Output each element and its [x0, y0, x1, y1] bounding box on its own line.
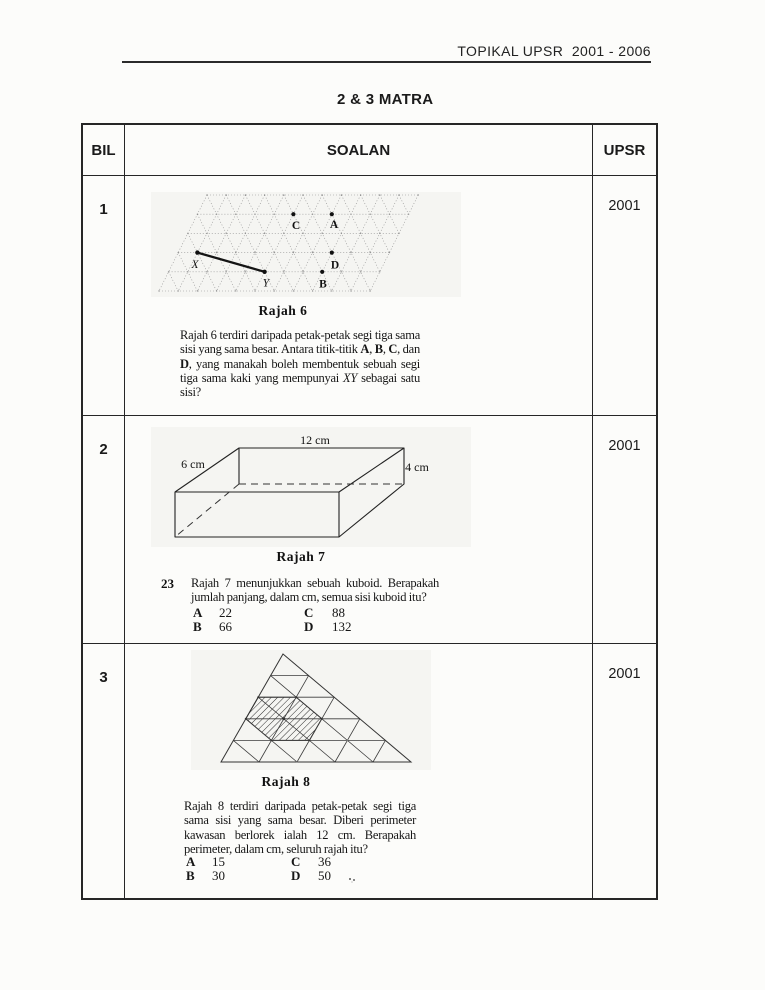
option-letter: A: [193, 605, 203, 620]
point-label-y: Y: [262, 277, 270, 290]
soalan-cell-1: [125, 176, 593, 416]
figure-caption: Rajah 8: [261, 774, 311, 789]
option-letter: D: [304, 619, 314, 635]
figure-caption: Rajah 6: [258, 303, 308, 318]
segment-xy: [197, 253, 264, 272]
scan-artifact: [349, 878, 357, 884]
page-header: TOPIKAL UPSR 2001 - 2006: [457, 43, 651, 59]
subdivided-triangle-figure: [191, 650, 431, 770]
dim-label-right: 4 cm: [405, 460, 429, 474]
option-value: 36: [318, 854, 331, 869]
upsr-year-1: 2001: [593, 176, 656, 416]
cuboid-solid-edges: [175, 448, 404, 537]
point-label-a: A: [329, 219, 339, 231]
bil-number-1: 1: [83, 176, 125, 416]
figure-caption: Rajah 7: [276, 549, 326, 564]
option-letter: C: [291, 854, 301, 869]
option-value: 30: [212, 868, 225, 884]
column-header-bil: BIL: [83, 125, 125, 176]
option-value: 88: [332, 605, 345, 620]
dim-label-top: 12 cm: [300, 433, 330, 447]
figure-rajah-7: [151, 427, 471, 547]
point-label-b: B: [319, 278, 327, 291]
upsr-year-2: 2001: [593, 416, 656, 644]
upsr-year-3: 2001: [608, 666, 641, 682]
question-text-2: Rajah 7 menunjukkan sebuah kuboid. Berapakah jumlah panjang, dalam cm, semua sisi kuboid itu?: [191, 576, 439, 605]
option-letter: D: [291, 868, 301, 884]
question-text-3: Rajah 8 terdiri daripada petak-petak segi tiga sama sisi yang sama besar. Diberi perimeter kawasan berlorek ialah 12 cm. Berapakah perimeter, dalam cm, seluruh rajah itu?: [184, 799, 416, 856]
question-text-1: Rajah 6 terdiri daripada petak-petak segi tiga sama sisi yang sama besar. Antara titik-titik A, B, C, dan D, yang manakah boleh membentuk sebuah segi tiga sama kaki yang mempunyai XY sebagai satu sisi?: [180, 328, 420, 400]
cuboid-figure: [151, 427, 471, 547]
option-value: 132: [332, 619, 352, 635]
questions-table: [81, 123, 658, 900]
figure-rajah-8: [191, 650, 431, 770]
question-number: 23: [161, 576, 174, 591]
point-label-x: X: [191, 259, 199, 271]
point-dot-y: [262, 270, 266, 274]
point-dot-a: [330, 212, 334, 216]
bil-number-2: 2: [83, 416, 125, 644]
point-dot-x: [195, 250, 199, 254]
triangle-grid-lines: [233, 676, 385, 762]
point-dot-d: [330, 251, 334, 255]
point-dot-c: [291, 212, 295, 216]
option-letter: C: [304, 605, 314, 620]
triangular-grid-figure: [151, 192, 461, 297]
point-label-c: C: [291, 220, 301, 232]
option-letter: B: [193, 619, 202, 635]
point-label-d: D: [330, 259, 340, 272]
soalan-cell-2: [125, 416, 593, 644]
option-value: 15: [212, 854, 225, 869]
option-value: 22: [219, 605, 232, 620]
option-value: 50: [318, 868, 331, 884]
option-value: 66: [219, 619, 232, 635]
header-rule: [122, 61, 651, 63]
column-header-upsr: UPSR: [593, 125, 656, 176]
dim-label-left: 6 cm: [181, 457, 205, 471]
page-title: 2 & 3 MATRA: [337, 91, 434, 108]
soalan-cell-3: [125, 644, 593, 898]
answer-options-2: [193, 605, 392, 634]
option-letter: B: [186, 868, 195, 884]
column-header-soalan: SOALAN: [125, 125, 593, 176]
option-letter: A: [186, 854, 196, 869]
point-dot-b: [320, 270, 324, 274]
bil-number-3: 3: [83, 644, 125, 898]
figure-rajah-6: [151, 192, 461, 297]
